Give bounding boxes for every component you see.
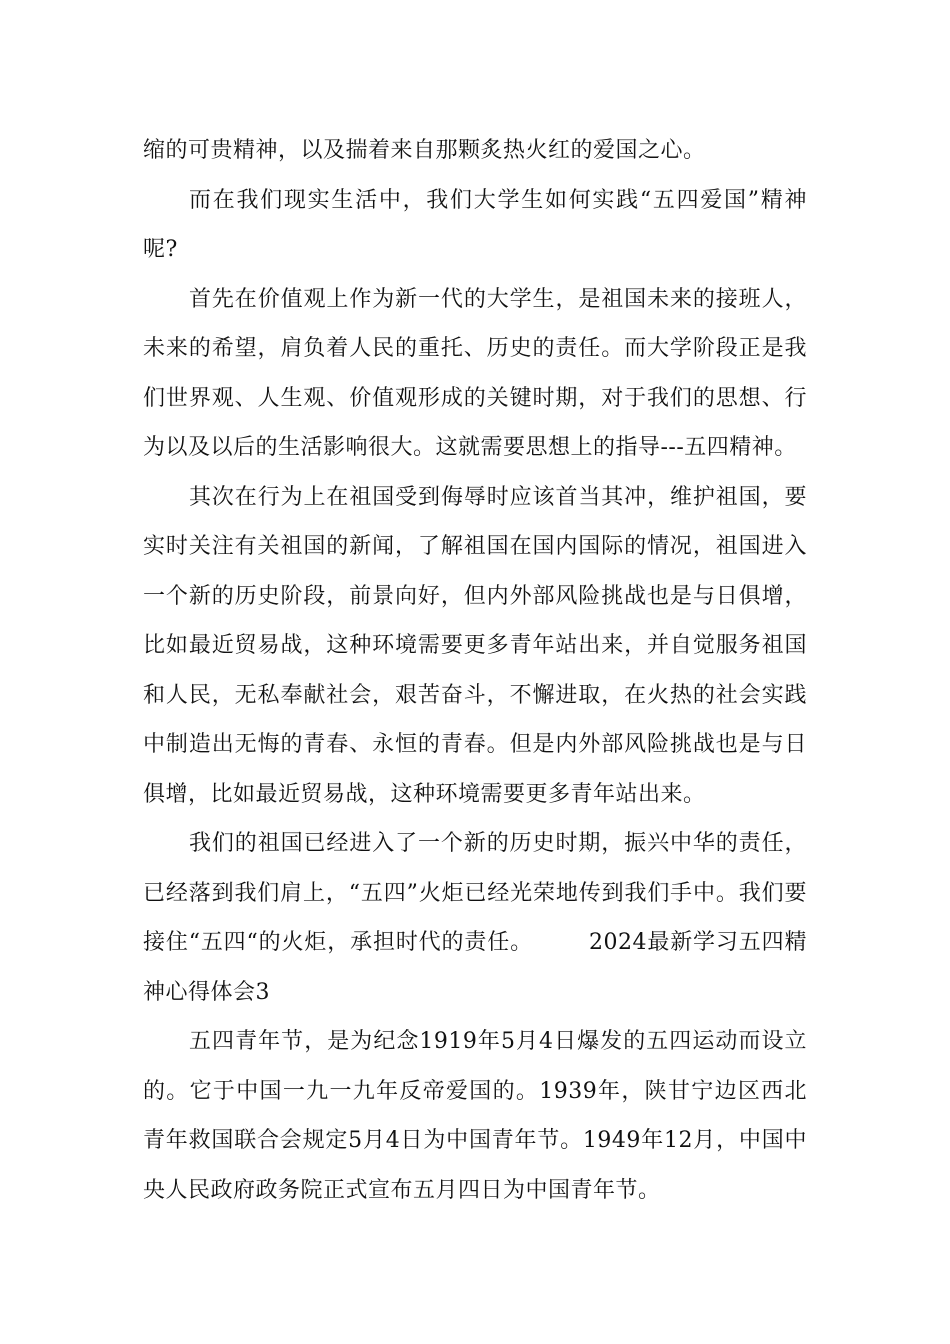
- paragraph-5-text: 我们的祖国已经进入了一个新的历史时期，振兴中华的责任，已经落到我们肩上，“五四”火炬已经光荣地传到我们手中。我们要接住“五四“的火炬，承担时代的责任。: [143, 831, 807, 955]
- paragraph-6: 五四青年节，是为纪念1919年5月4日爆发的五四运动而设立的。它于中国一九一九年反帝爱国的。1939年，陕甘宁边区西北青年救国联合会规定5月4日为中国青年节。1949年12月，中国中央人民政府政务院正式宣布五月四日为中国青年节。: [143, 1029, 807, 1203]
- paragraph-4: 其次在行为上在祖国受到侮辱时应该首当其冲，维护祖国，要实时关注有关祖国的新闻，了解祖国在国内国际的情况，祖国进入一个新的历史阶段，前景向好，但内外部风险挑战也是与日俱增，比如最近贸易战，这种环境需要更多青年站出来，并自觉服务祖国和人民，无私奉献社会，艰苦奋斗，不懈进取，在火热的社会实践中制造出无悔的青春、永恒的青春。但是内外部风险挑战也是与日俱增，比如最近贸易战，这种环境需要更多青年站出来。: [143, 484, 807, 807]
- paragraph-5: [143, 819, 807, 1017]
- paragraph-3: 首先在价值观上作为新一代的大学生，是祖国未来的接班人，未来的希望，肩负着人民的重托、历史的责任。而大学阶段正是我们世界观、人生观、价值观形成的关键时期，对于我们的思想、行为以及以后的生活影响很大。这就需要思想上的指导---五四精神。: [143, 286, 807, 460]
- paragraph-1: 缩的可贵精神，以及揣着来自那颗炙热火红的爱国之心。: [143, 138, 706, 163]
- section-heading: 2024最新学习五四精神心得体会3: [143, 930, 807, 1005]
- paragraph-2: 而在我们现实生活中，我们大学生如何实践“五四爱国”精神呢?: [143, 187, 807, 262]
- document-body: [143, 126, 807, 1215]
